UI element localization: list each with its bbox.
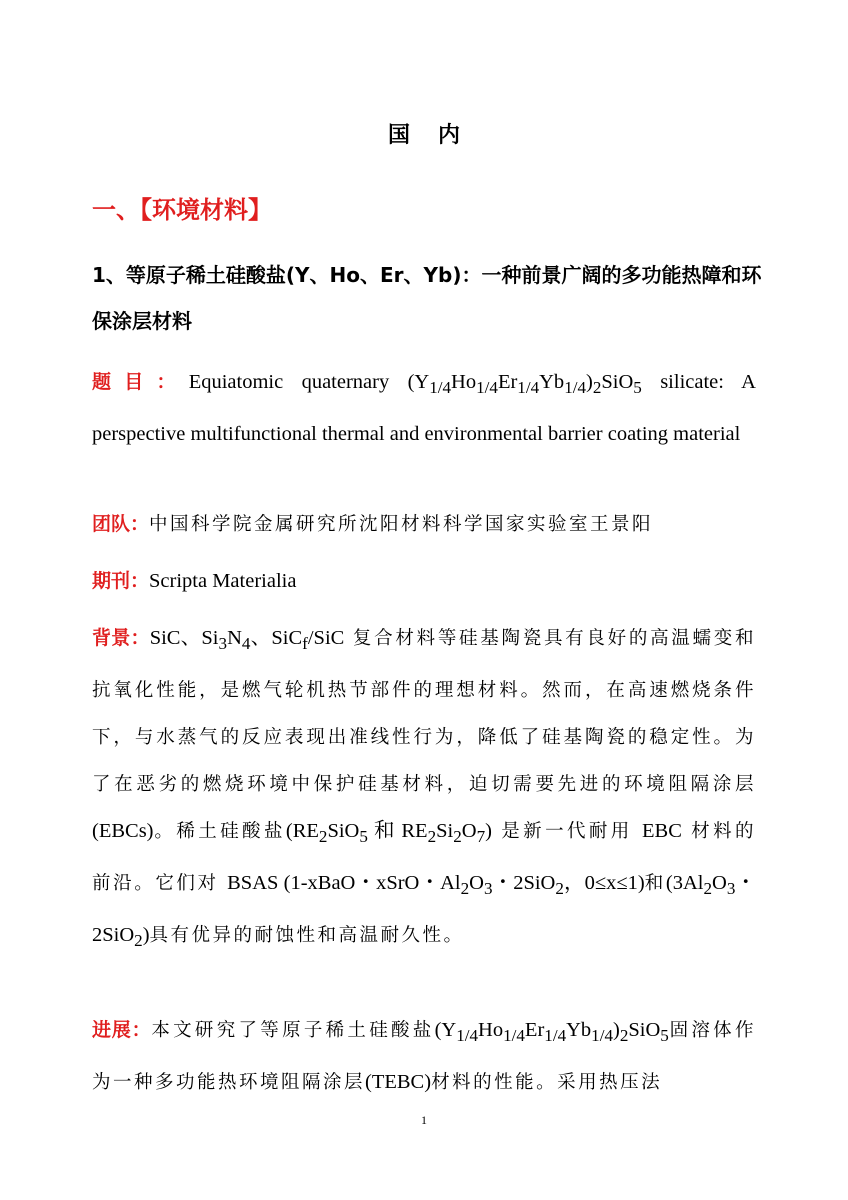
- section-heading: 一、【环境材料】: [92, 196, 272, 224]
- title-label: 题目：: [92, 371, 189, 393]
- progress-paragraph: 进展：本文研究了等原子稀土硅酸盐$(Y_{1/4}Ho_{1/4}Er_{1/4}Yb_{1/4})_2SiO_5$固溶体作为一种多功能热环境阻隔涂层(TEBC)材料的性能。采用热压法: [92, 1019, 756, 1094]
- journal-label: 期刊：: [92, 570, 150, 592]
- page-number: 1: [421, 1113, 427, 1127]
- journal-paragraph: [92, 558, 756, 604]
- progress-label: 进展：: [92, 1019, 152, 1041]
- page-title: [0, 118, 848, 149]
- page-title-part1: 国: [387, 123, 410, 148]
- background-paragraph: 背景：SiC、$Si_3N_4$、SiC$_f$/SiC 复合材料等硅基陶瓷具有良好的高温蠕变和抗氧化性能，是燃气轮机热节部件的理想材料。然而，在高速燃烧条件下，与水蒸气的反应表现出准线性行为，降低了硅基陶瓷的稳定性。为了在恶劣的燃烧环境中保护硅基材料，迫切需要先进的环境阻隔涂层(EBCs)。稀土硅酸盐($RE_2SiO_5$ 和 $RE_2Si_2O_7$) 是新一代耐用 EBC 材料的前沿。它们对 BSAS (1-xBaO・xSrO・$Al_2O_3$・2SiO$_2$，0≤x≤1)和($3Al_2O_3$・2SiO$_2$)具有优异的耐蚀性和高温耐久性。: [92, 627, 757, 951]
- page-title-part2: 内: [438, 123, 461, 148]
- paper-title-paragraph: 题目：Equiatomic quaternary $(Y_{1/4}Ho_{1/4}Er_{1/4}Yb_{1/4})_2SiO_5$ silicate: A perspective multifunctional thermal and environmental barrier coating material: [92, 371, 756, 446]
- team-paragraph: [92, 501, 756, 548]
- journal-text: Scripta Materialia: [149, 570, 297, 592]
- item-title: 1、等原子稀土硅酸盐(Y、Ho、Er、Yb)：一种前景广阔的多功能热障和环保涂层材料: [92, 263, 762, 333]
- background-label: 背景：: [92, 627, 150, 649]
- team-label: 团队：: [92, 513, 150, 535]
- team-text: 中国科学院金属研究所沈阳材料科学国家实验室王景阳: [149, 514, 654, 535]
